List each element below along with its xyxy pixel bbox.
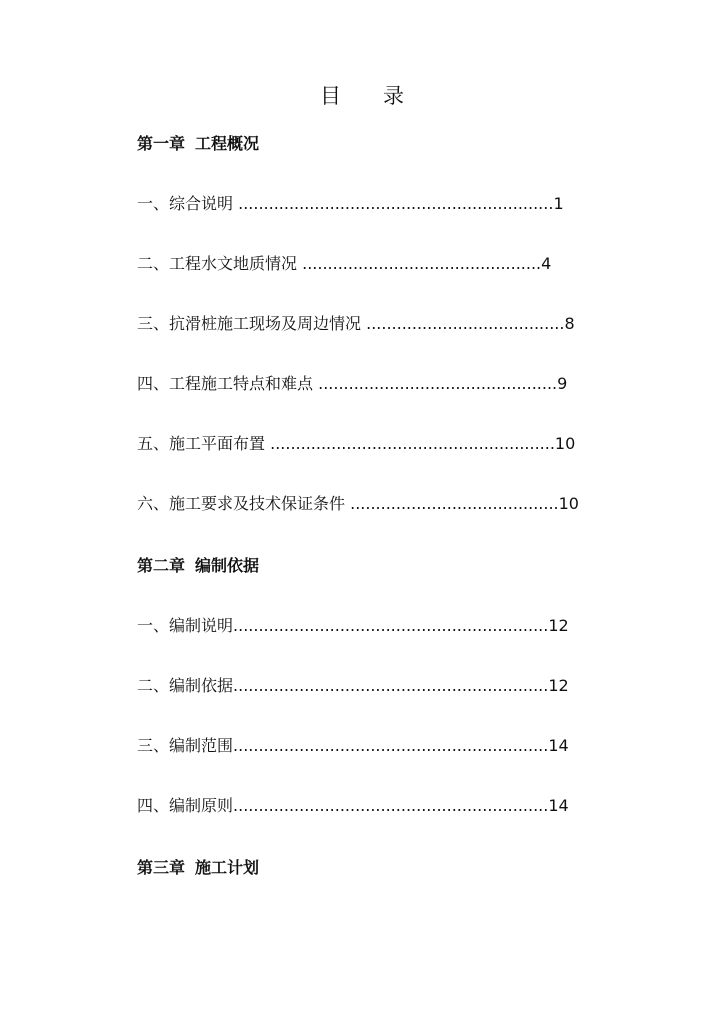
toc-page-number: 12 (548, 676, 569, 695)
toc-chapter-3[interactable] (137, 857, 259, 879)
toc-leader-dots: .............................................................. (233, 676, 549, 695)
page-title (0, 80, 724, 110)
toc-entry-1-6[interactable] (137, 493, 579, 515)
toc-page-number: 12 (548, 616, 569, 635)
toc-leader-dots: .............................................................. (233, 736, 549, 755)
toc-entry-1-5[interactable] (137, 433, 575, 455)
toc-leader-dots: ........................................................ (265, 434, 555, 453)
toc-leader-dots: .............................................................. (233, 616, 549, 635)
toc-entry-1-3[interactable] (137, 313, 575, 335)
toc-entry-label: 三、抗滑桩施工现场及周边情况 (137, 314, 362, 333)
toc-page-number: 8 (564, 314, 575, 333)
toc-page-number: 4 (541, 254, 552, 273)
toc-entry-label: 六、施工要求及技术保证条件 (137, 494, 346, 513)
toc-entry-1-2[interactable] (137, 253, 551, 275)
toc-entry-label: 四、编制原则 (137, 796, 234, 815)
toc-leader-dots: ............................................... (297, 254, 542, 273)
chapter-title: 施工计划 (195, 858, 260, 877)
chapter-title: 编制依据 (195, 556, 260, 575)
toc-page-number: 14 (548, 736, 569, 755)
toc-entry-1-1[interactable] (137, 193, 564, 215)
title-char-1: 目 (320, 84, 341, 108)
toc-entry-label: 五、施工平面布置 (137, 434, 266, 453)
toc-leader-dots: .............................................................. (233, 194, 554, 213)
chapter-number: 第二章 (137, 556, 186, 575)
toc-entry-label: 三、编制范围 (137, 736, 234, 755)
toc-entry-label: 一、编制说明 (137, 616, 234, 635)
toc-entry-label: 四、工程施工特点和难点 (137, 374, 314, 393)
toc-page-number: 10 (558, 494, 579, 513)
toc-entry-2-4[interactable] (137, 795, 569, 817)
toc-page-number: 9 (557, 374, 568, 393)
toc-leader-dots: .............................................................. (233, 796, 549, 815)
toc-entry-label: 二、工程水文地质情况 (137, 254, 298, 273)
chapter-number: 第三章 (137, 858, 186, 877)
toc-entry-2-2[interactable] (137, 675, 569, 697)
toc-entry-label: 二、编制依据 (137, 676, 234, 695)
toc-leader-dots: ............................................... (313, 374, 558, 393)
toc-leader-dots: ....................................... (361, 314, 565, 333)
toc-entry-2-3[interactable] (137, 735, 569, 757)
toc-entry-label: 一、综合说明 (137, 194, 234, 213)
toc-entry-1-4[interactable] (137, 373, 567, 395)
toc-chapter-2[interactable] (137, 555, 259, 577)
chapter-title: 工程概况 (195, 134, 260, 153)
toc-page-number: 10 (554, 434, 576, 453)
toc-entry-2-1[interactable] (137, 615, 569, 637)
chapter-number: 第一章 (137, 134, 186, 153)
title-char-2: 录 (383, 84, 404, 108)
toc-page-number: 1 (553, 194, 564, 213)
toc-chapter-1[interactable] (137, 133, 259, 155)
toc-leader-dots: ......................................... (345, 494, 559, 513)
toc-page-number: 14 (548, 796, 569, 815)
